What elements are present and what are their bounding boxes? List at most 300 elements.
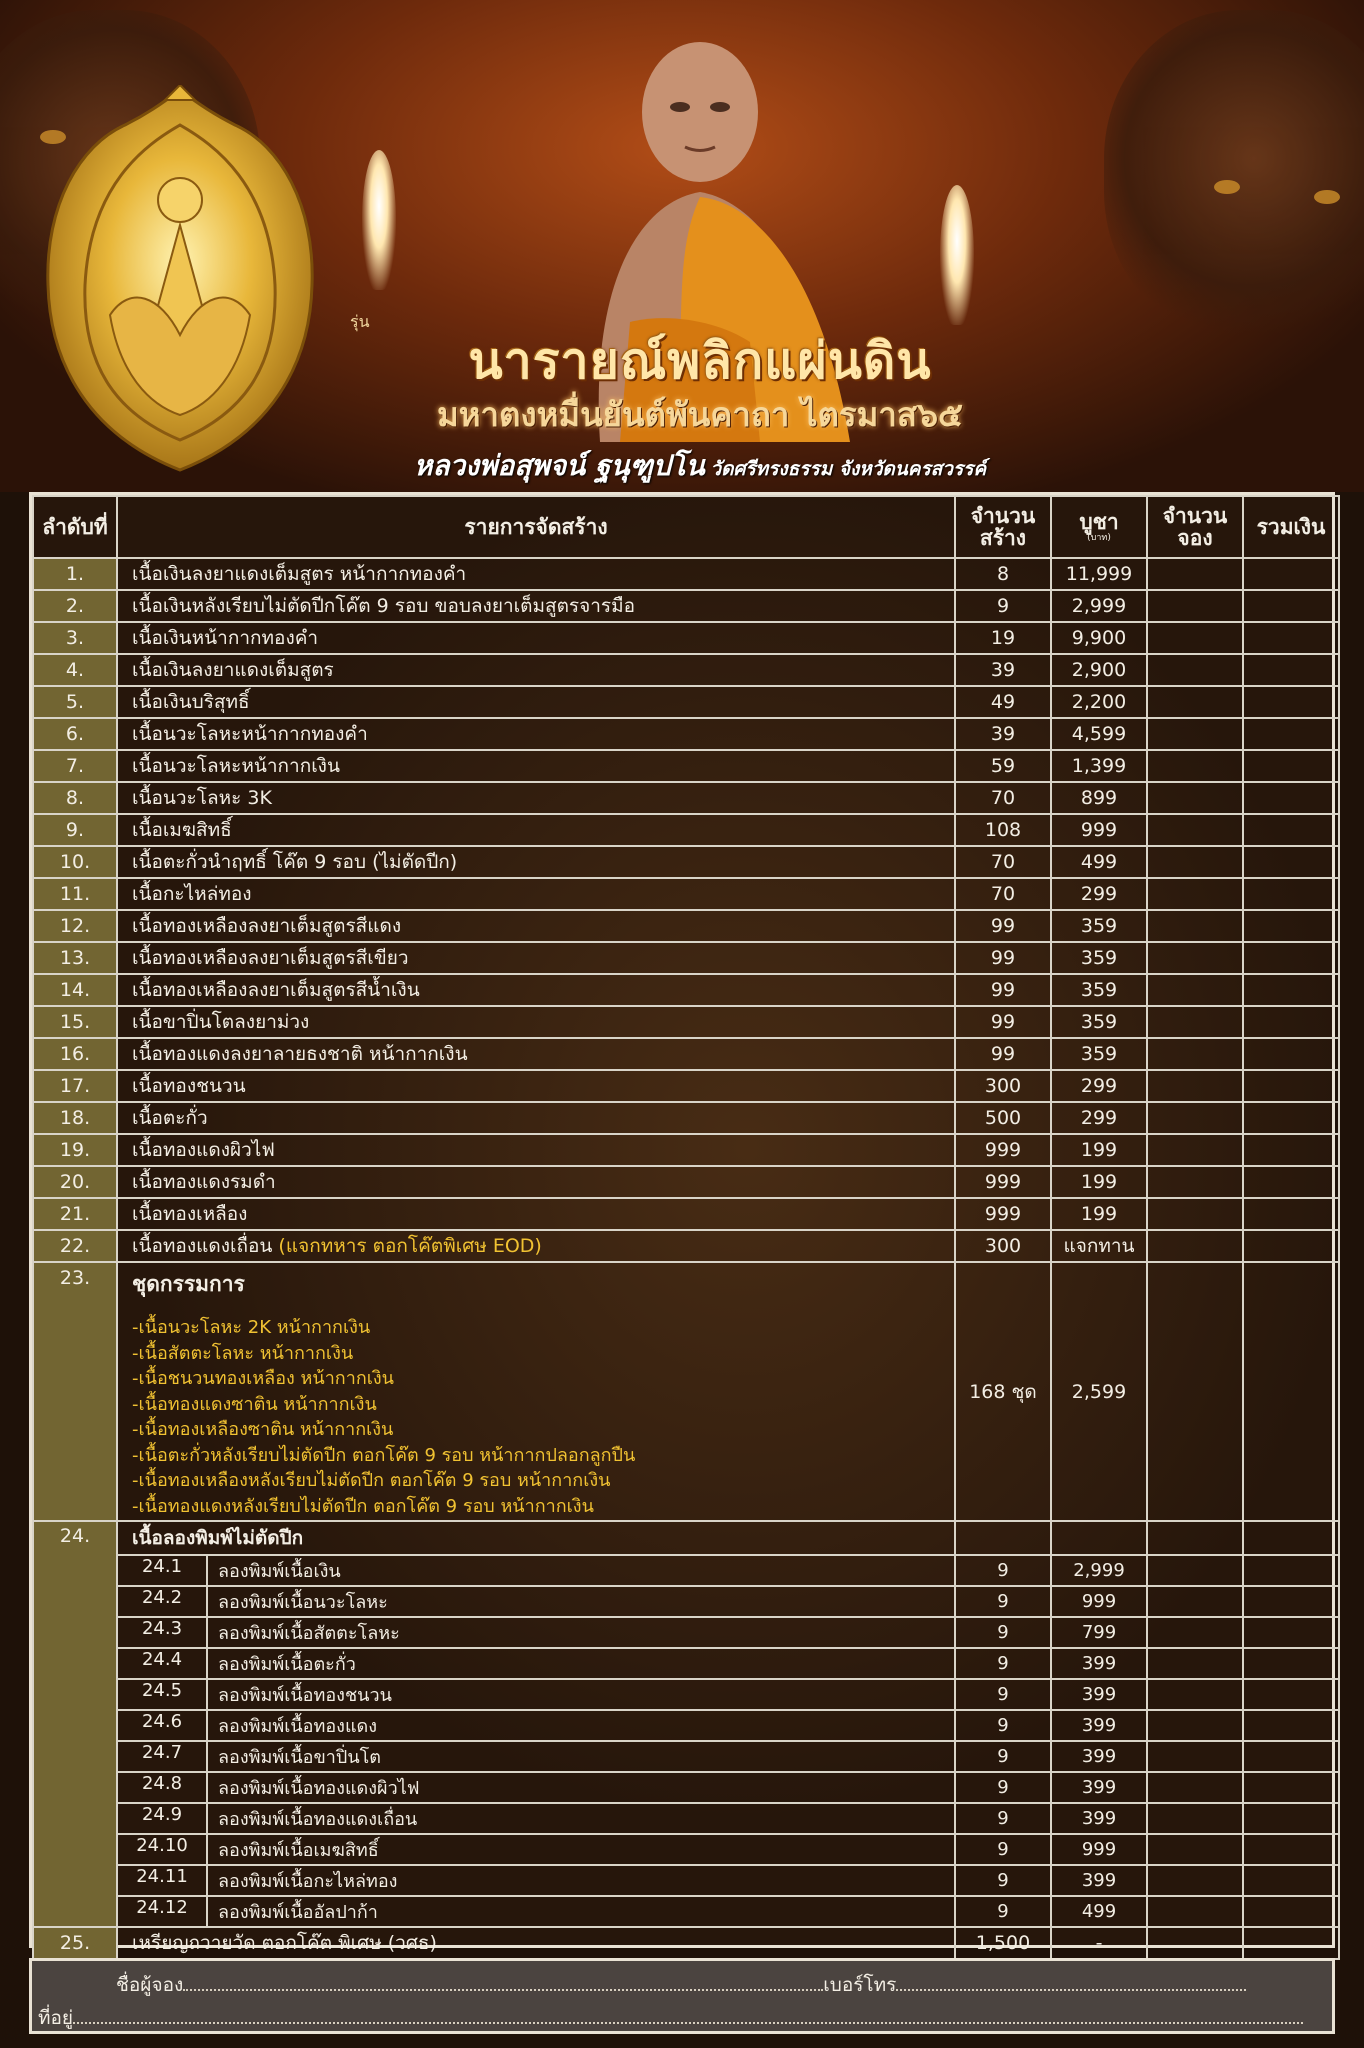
table-row (33, 846, 1339, 878)
row-index: 11. (33, 878, 117, 910)
table-row (33, 654, 1339, 686)
trial-item-cell (117, 1803, 955, 1834)
table-row (33, 782, 1339, 814)
row-reserve-cell[interactable] (1147, 1521, 1243, 1555)
trial-item-number: 24.12 (118, 1897, 208, 1926)
row-index: 17. (33, 1070, 117, 1102)
header-banner (0, 0, 1364, 492)
name-label: ชื่อผู้จอง (116, 1974, 184, 1996)
trial-item-row (33, 1865, 1339, 1896)
row-quantity: 9 (955, 1586, 1051, 1617)
row-name (117, 1230, 955, 1262)
row-index: 24. (33, 1521, 117, 1927)
header-price (1051, 496, 1147, 558)
row-reserve-cell[interactable] (1147, 750, 1243, 782)
row-reserve-cell[interactable] (1147, 1006, 1243, 1038)
row-price: 399 (1051, 1710, 1147, 1741)
row-quantity: 99 (955, 1006, 1051, 1038)
row-quantity: 9 (955, 1617, 1051, 1648)
trial-item-cell (117, 1865, 955, 1896)
committee-item: -เนื้อทองแดงหลังเรียบไม่ตัดปีก ตอกโค๊ต 9 รอบ หน้ากากเงิน (132, 1495, 594, 1517)
row-total-cell[interactable] (1243, 686, 1339, 718)
row-index: 10. (33, 846, 117, 878)
row-total-cell[interactable] (1243, 1134, 1339, 1166)
row-quantity: 9 (955, 590, 1051, 622)
order-table (32, 495, 1340, 1960)
row-total-cell[interactable] (1243, 654, 1339, 686)
header-item: รายการจัดสร้าง (117, 496, 955, 558)
trial-item-cell (117, 1834, 955, 1865)
trial-item-cell (117, 1679, 955, 1710)
trial-item-row (33, 1834, 1339, 1865)
table-row (33, 1070, 1339, 1102)
row-total-cell[interactable] (1243, 1648, 1339, 1679)
committee-item: -เนื้อทองเหลืองซาติน หน้ากากเงิน (132, 1419, 394, 1440)
row-quantity: 9 (955, 1679, 1051, 1710)
trial-header-row (33, 1521, 1339, 1555)
row-reserve-cell[interactable] (1147, 1927, 1243, 1959)
row-price: 2,900 (1051, 654, 1147, 686)
row-price: 359 (1051, 942, 1147, 974)
header-reserve-line2: จอง (1177, 526, 1213, 550)
committee-item: -เนื้อนวะโลหะ 2K หน้ากากเงิน (132, 1317, 371, 1338)
header-total: รวมเงิน (1243, 496, 1339, 558)
trial-title: เนื้อลองพิมพ์ไม่ตัดปีก (117, 1521, 955, 1555)
row-reserve-cell[interactable] (1147, 782, 1243, 814)
table-row (33, 558, 1339, 590)
row-quantity: 300 (955, 1070, 1051, 1102)
row-total-cell[interactable] (1243, 622, 1339, 654)
row-price: 399 (1051, 1865, 1147, 1896)
table-row (33, 910, 1339, 942)
row-reserve-cell[interactable] (1147, 814, 1243, 846)
table-row (33, 686, 1339, 718)
row-reserve-cell[interactable] (1147, 1102, 1243, 1134)
row-price: 999 (1051, 814, 1147, 846)
trial-item-name: ลองพิมพ์เนื้อเมฆสิทธิ์ (218, 1840, 379, 1861)
row-price: 399 (1051, 1772, 1147, 1803)
row-total-cell[interactable] (1243, 1865, 1339, 1896)
header-index: ลำดับที่ (33, 496, 117, 558)
row-name: เนื้อนวะโลหะ 3K (117, 782, 955, 814)
row-price: 2,999 (1051, 1555, 1147, 1586)
row-quantity: 999 (955, 1166, 1051, 1198)
row-reserve-cell[interactable] (1147, 1070, 1243, 1102)
row-total-cell[interactable] (1243, 814, 1339, 846)
row-price: 199 (1051, 1134, 1147, 1166)
row-quantity: 999 (955, 1198, 1051, 1230)
trial-item-number: 24.3 (118, 1618, 208, 1647)
row-reserve-cell[interactable] (1147, 1896, 1243, 1927)
row-reserve-cell[interactable] (1147, 1166, 1243, 1198)
row-price: 199 (1051, 1166, 1147, 1198)
row-reserve-cell[interactable] (1147, 1710, 1243, 1741)
row-price: 359 (1051, 1038, 1147, 1070)
trial-item-row (33, 1741, 1339, 1772)
trial-item-name: ลองพิมพ์เนื้อนวะโลหะ (218, 1592, 388, 1613)
row-reserve-cell[interactable] (1147, 1617, 1243, 1648)
row-note: (แจกทหาร ตอกโค๊ตพิเศษ EOD) (278, 1235, 542, 1257)
row-index: 18. (33, 1102, 117, 1134)
trial-item-cell (117, 1617, 955, 1648)
trial-item-name: ลองพิมพ์เนื้อสัตตะโลหะ (218, 1623, 400, 1644)
row-price: 4,599 (1051, 718, 1147, 750)
trial-item-number: 24.11 (118, 1866, 208, 1895)
row-price: 399 (1051, 1648, 1147, 1679)
row-total-cell[interactable] (1243, 1586, 1339, 1617)
row-name: เนื้อทองเหลืองลงยาเต็มสูตรสีน้ำเงิน (117, 974, 955, 1006)
row-quantity: 39 (955, 654, 1051, 686)
committee-title: ชุดกรรมการ (132, 1272, 245, 1296)
phone-label: เบอร์โทร (823, 1974, 897, 1996)
table-row (33, 590, 1339, 622)
row-index: 6. (33, 718, 117, 750)
trial-item-number: 24.6 (118, 1711, 208, 1740)
candle-flame-left (362, 150, 396, 290)
row-name: เนื้อนวะโลหะหน้ากากทองคำ (117, 718, 955, 750)
table-row (33, 750, 1339, 782)
row-reserve-cell[interactable] (1147, 1038, 1243, 1070)
row-total-cell[interactable] (1243, 750, 1339, 782)
phone-input[interactable] (896, 1975, 1246, 1991)
row-index: 4. (33, 654, 117, 686)
row-reserve-cell[interactable] (1147, 878, 1243, 910)
row-name: เนื้อเงินลงยาแดงเต็มสูตร (117, 654, 955, 686)
row-total-cell[interactable] (1243, 1710, 1339, 1741)
row-name: เนื้อทองแดงลงยาลายธงชาติ หน้ากากเงิน (117, 1038, 955, 1070)
monk-and-temple (300, 444, 1100, 488)
tiger-image-right (1104, 10, 1364, 340)
row-price: 2,599 (1051, 1262, 1147, 1521)
row-reserve-cell[interactable] (1147, 686, 1243, 718)
trial-item-number: 24.10 (118, 1835, 208, 1864)
row-quantity: 99 (955, 974, 1051, 1006)
trial-item-name: ลองพิมพ์เนื้อทองแดงเถื่อน (218, 1809, 418, 1830)
row-reserve-cell[interactable] (1147, 974, 1243, 1006)
row-reserve-cell[interactable] (1147, 1586, 1243, 1617)
committee-item: -เนื้อตะกั่วหลังเรียบไม่ตัดปีก ตอกโค๊ต 9 รอบ หน้ากากปลอกลูกปืน (132, 1444, 636, 1466)
table-row (33, 1038, 1339, 1070)
order-form (29, 1958, 1335, 2034)
trial-item-name: ลองพิมพ์เนื้อทองแดง (218, 1716, 378, 1737)
row-total-cell[interactable] (1243, 1555, 1339, 1586)
row-price: 2,200 (1051, 686, 1147, 718)
row-price: 999 (1051, 1586, 1147, 1617)
row-index: 22. (33, 1230, 117, 1262)
trial-item-name: ลองพิมพ์เนื้อเงิน (218, 1561, 341, 1582)
header-quantity-line2: สร้าง (979, 526, 1027, 550)
row-reserve-cell[interactable] (1147, 1262, 1243, 1521)
row-price: 399 (1051, 1741, 1147, 1772)
trial-item-row (33, 1710, 1339, 1741)
row-total-cell[interactable] (1243, 558, 1339, 590)
row-index: 7. (33, 750, 117, 782)
trial-item-row (33, 1555, 1339, 1586)
row-name: เนื้อนวะโลหะหน้ากากเงิน (117, 750, 955, 782)
trial-item-name: ลองพิมพ์เนื้อกะไหล่ทอง (218, 1871, 398, 1892)
table-row (33, 1166, 1339, 1198)
row-name: เนื้อเงินลงยาแดงเต็มสูตร หน้ากากทองคำ (117, 558, 955, 590)
row-price: 359 (1051, 1006, 1147, 1038)
name-input[interactable] (183, 1975, 823, 1991)
row-quantity: 70 (955, 782, 1051, 814)
header-price-line1: บูชา (1079, 510, 1119, 534)
committee-item: -เนื้อทองแดงซาติน หน้ากากเงิน (132, 1393, 377, 1415)
table-row (33, 1134, 1339, 1166)
trial-item-name: ลองพิมพ์เนื้ออัลปาก้า (218, 1902, 378, 1923)
table-header-row (33, 496, 1339, 558)
trial-item-cell (117, 1648, 955, 1679)
row-index: 25. (33, 1927, 117, 1959)
row-total-cell[interactable] (1243, 1834, 1339, 1865)
row-index: 13. (33, 942, 117, 974)
title-prefix: รุ่น (350, 312, 370, 331)
table-row (33, 718, 1339, 750)
trial-item-row (33, 1617, 1339, 1648)
row-reserve-cell[interactable] (1147, 1741, 1243, 1772)
row-total-cell[interactable] (1243, 1772, 1339, 1803)
committee-row (33, 1262, 1339, 1521)
row-name: เนื้อทองแดงผิวไฟ (117, 1134, 955, 1166)
row-price (1051, 1521, 1147, 1555)
row-price: 1,399 (1051, 750, 1147, 782)
row-index: 21. (33, 1198, 117, 1230)
row-reserve-cell[interactable] (1147, 1134, 1243, 1166)
row-reserve-cell[interactable] (1147, 1803, 1243, 1834)
row-price: 899 (1051, 782, 1147, 814)
row-quantity: 70 (955, 846, 1051, 878)
row-total-cell[interactable] (1243, 1617, 1339, 1648)
trial-item-cell (117, 1896, 955, 1927)
row-total-cell[interactable] (1243, 878, 1339, 910)
row-reserve-cell[interactable] (1147, 1865, 1243, 1896)
row-reserve-cell[interactable] (1147, 910, 1243, 942)
row-reserve-cell[interactable] (1147, 1679, 1243, 1710)
table-row (33, 942, 1339, 974)
address-input[interactable] (73, 2008, 1303, 2024)
row-index: 9. (33, 814, 117, 846)
header-price-unit: (บาท) (1087, 533, 1111, 543)
row-name: เนื้อเงินบริสุทธิ์ (117, 686, 955, 718)
row-price: 299 (1051, 1102, 1147, 1134)
row-quantity: 500 (955, 1102, 1051, 1134)
row-price: 499 (1051, 846, 1147, 878)
name-line (116, 1970, 1246, 2000)
row-name: เนื้อตะกั่ว (117, 1102, 955, 1134)
row-quantity: 168 ชุด (955, 1262, 1051, 1521)
row-total-cell[interactable] (1243, 1166, 1339, 1198)
row-total-cell[interactable] (1243, 718, 1339, 750)
row-name: เนื้อทองชนวน (117, 1070, 955, 1102)
trial-item-cell (117, 1555, 955, 1586)
row-quantity: 99 (955, 1038, 1051, 1070)
row-total-cell[interactable] (1243, 942, 1339, 974)
table-row (33, 878, 1339, 910)
row-index: 12. (33, 910, 117, 942)
row-index: 5. (33, 686, 117, 718)
trial-item-row (33, 1803, 1339, 1834)
row-quantity: 9 (955, 1555, 1051, 1586)
temple-name: วัดศรีทรงธรรม จังหวัดนครสวรรค์ (710, 458, 987, 480)
monk-name: หลวงพ่อสุพจน์ ฐนุฑูปโน (413, 449, 705, 482)
row-name: เนื้อตะกั่วนำฤทธิ์ โค๊ต 9 รอบ (ไม่ตัดปีก) (117, 846, 955, 878)
trial-item-row (33, 1772, 1339, 1803)
row-reserve-cell[interactable] (1147, 1772, 1243, 1803)
row-total-cell[interactable] (1243, 974, 1339, 1006)
row-total-cell[interactable] (1243, 590, 1339, 622)
row-quantity: 99 (955, 942, 1051, 974)
header-reserve-line1: จำนวน (1162, 504, 1228, 528)
row-index: 8. (33, 782, 117, 814)
row-reserve-cell[interactable] (1147, 942, 1243, 974)
row-reserve-cell[interactable] (1147, 622, 1243, 654)
row-quantity: 108 (955, 814, 1051, 846)
trial-item-cell (117, 1772, 955, 1803)
row-name: เนื้อทองเหลืองลงยาเต็มสูตรสีเขียว (117, 942, 955, 974)
row-price: 11,999 (1051, 558, 1147, 590)
title-main: นารายณ์พลิกแผ่นดิน (468, 331, 932, 390)
row-total-cell[interactable] (1243, 1679, 1339, 1710)
table-row (33, 974, 1339, 1006)
table-row (33, 814, 1339, 846)
row-price: 999 (1051, 1834, 1147, 1865)
trial-item-number: 24.9 (118, 1804, 208, 1833)
row-quantity: 59 (955, 750, 1051, 782)
row-reserve-cell[interactable] (1147, 1648, 1243, 1679)
trial-item-cell (117, 1741, 955, 1772)
row-reserve-cell[interactable] (1147, 1834, 1243, 1865)
trial-item-number: 24.5 (118, 1680, 208, 1709)
row-quantity: 1,500 (955, 1927, 1051, 1959)
row-total-cell[interactable] (1243, 846, 1339, 878)
row-total-cell[interactable] (1243, 1927, 1339, 1959)
row-index: 1. (33, 558, 117, 590)
row-price: 299 (1051, 878, 1147, 910)
row-reserve-cell[interactable] (1147, 1230, 1243, 1262)
row-quantity: 9 (955, 1896, 1051, 1927)
row-quantity: 19 (955, 622, 1051, 654)
row-quantity: 999 (955, 1134, 1051, 1166)
trial-item-row (33, 1648, 1339, 1679)
row-name: เนื้อทองเหลืองลงยาเต็มสูตรสีแดง (117, 910, 955, 942)
row-price: 399 (1051, 1679, 1147, 1710)
row-index: 3. (33, 622, 117, 654)
row-total-cell[interactable] (1243, 910, 1339, 942)
trial-item-number: 24.7 (118, 1742, 208, 1771)
row-total-cell[interactable] (1243, 1230, 1339, 1262)
row-price: 399 (1051, 1803, 1147, 1834)
trial-item-row (33, 1896, 1339, 1927)
trial-item-name: ลองพิมพ์เนื้อทองชนวน (218, 1685, 392, 1706)
row-quantity: 9 (955, 1741, 1051, 1772)
row-price: 359 (1051, 910, 1147, 942)
row-name: เนื้อเงินหน้ากากทองคำ (117, 622, 955, 654)
row-total-cell[interactable] (1243, 1102, 1339, 1134)
row-name: เนื้อทองแดงรมดำ (117, 1166, 955, 1198)
row-name: เนื้อเงินหลังเรียบไม่ตัดปีกโค๊ต 9 รอบ ขอบลงยาเต็มสูตรจารมือ (117, 590, 955, 622)
trial-item-number: 24.2 (118, 1587, 208, 1616)
row-price: 359 (1051, 974, 1147, 1006)
row-index: 20. (33, 1166, 117, 1198)
row-name: เนื้อเมฆสิทธิ์ (117, 814, 955, 846)
table-row (33, 1006, 1339, 1038)
row-total-cell[interactable] (1243, 1006, 1339, 1038)
address-label: ที่อยู่ (38, 2007, 74, 2029)
row-price: 799 (1051, 1617, 1147, 1648)
committee-item: -เนื้อชนวนทองเหลือง หน้ากากเงิน (132, 1368, 394, 1389)
address-line (38, 2003, 1303, 2033)
row-reserve-cell[interactable] (1147, 718, 1243, 750)
trial-item-cell (117, 1710, 955, 1741)
row-reserve-cell[interactable] (1147, 846, 1243, 878)
row-quantity: 9 (955, 1803, 1051, 1834)
trial-item-number: 24.4 (118, 1649, 208, 1678)
table-row (33, 1102, 1339, 1134)
trial-item-name: ลองพิมพ์เนื้อตะกั่ว (218, 1654, 356, 1675)
row-total-cell[interactable] (1243, 1038, 1339, 1070)
row-index: 2. (33, 590, 117, 622)
row-index: 19. (33, 1134, 117, 1166)
header-quantity-line1: จำนวน (970, 504, 1036, 528)
trial-item-row (33, 1586, 1339, 1617)
row-name: เหรียญถวายวัด ตอกโค๊ต พิเศษ (วศธ) (117, 1927, 955, 1959)
row-quantity: 9 (955, 1710, 1051, 1741)
row-quantity: 70 (955, 878, 1051, 910)
row-quantity: 300 (955, 1230, 1051, 1262)
row-price: - (1051, 1927, 1147, 1959)
table-row (33, 1927, 1339, 1959)
row-total-cell[interactable] (1243, 1262, 1339, 1521)
committee-content (117, 1262, 955, 1521)
committee-item: -เนื้อทองเหลืองหลังเรียบไม่ตัดปีก ตอกโค๊ต 9 รอบ หน้ากากเงิน (132, 1470, 611, 1491)
row-index: 14. (33, 974, 117, 1006)
row-quantity: 9 (955, 1648, 1051, 1679)
row-reserve-cell[interactable] (1147, 590, 1243, 622)
row-index: 23. (33, 1262, 117, 1521)
trial-item-row (33, 1679, 1339, 1710)
trial-item-name: ลองพิมพ์เนื้อทองแดงผิวไฟ (218, 1778, 420, 1799)
trial-item-number: 24.1 (118, 1556, 208, 1585)
row-total-cell[interactable] (1243, 782, 1339, 814)
row-quantity (955, 1521, 1051, 1555)
title-sub: มหาตงหมื่นยันต์พันคาถา ไตรมาส๖๕ (437, 395, 963, 434)
row-reserve-cell[interactable] (1147, 558, 1243, 590)
row-name: เนื้อกะไหล่ทอง (117, 878, 955, 910)
table-row (33, 1198, 1339, 1230)
row-quantity: 9 (955, 1772, 1051, 1803)
row-price: 2,999 (1051, 590, 1147, 622)
row-total-cell[interactable] (1243, 1521, 1339, 1555)
row-total-cell[interactable] (1243, 1741, 1339, 1772)
row-total-cell[interactable] (1243, 1070, 1339, 1102)
row-index: 15. (33, 1006, 117, 1038)
row-quantity: 99 (955, 910, 1051, 942)
order-table-area (29, 492, 1335, 1954)
trial-item-cell (117, 1586, 955, 1617)
row-reserve-cell[interactable] (1147, 654, 1243, 686)
table-row (33, 622, 1339, 654)
row-reserve-cell[interactable] (1147, 1198, 1243, 1230)
candle-flame-right (940, 185, 974, 325)
row-total-cell[interactable] (1243, 1896, 1339, 1927)
row-quantity: 8 (955, 558, 1051, 590)
row-price: 299 (1051, 1070, 1147, 1102)
header-quantity (955, 496, 1051, 558)
row-total-cell[interactable] (1243, 1198, 1339, 1230)
row-price: แจกทาน (1051, 1230, 1147, 1262)
row-total-cell[interactable] (1243, 1803, 1339, 1834)
row-reserve-cell[interactable] (1147, 1555, 1243, 1586)
